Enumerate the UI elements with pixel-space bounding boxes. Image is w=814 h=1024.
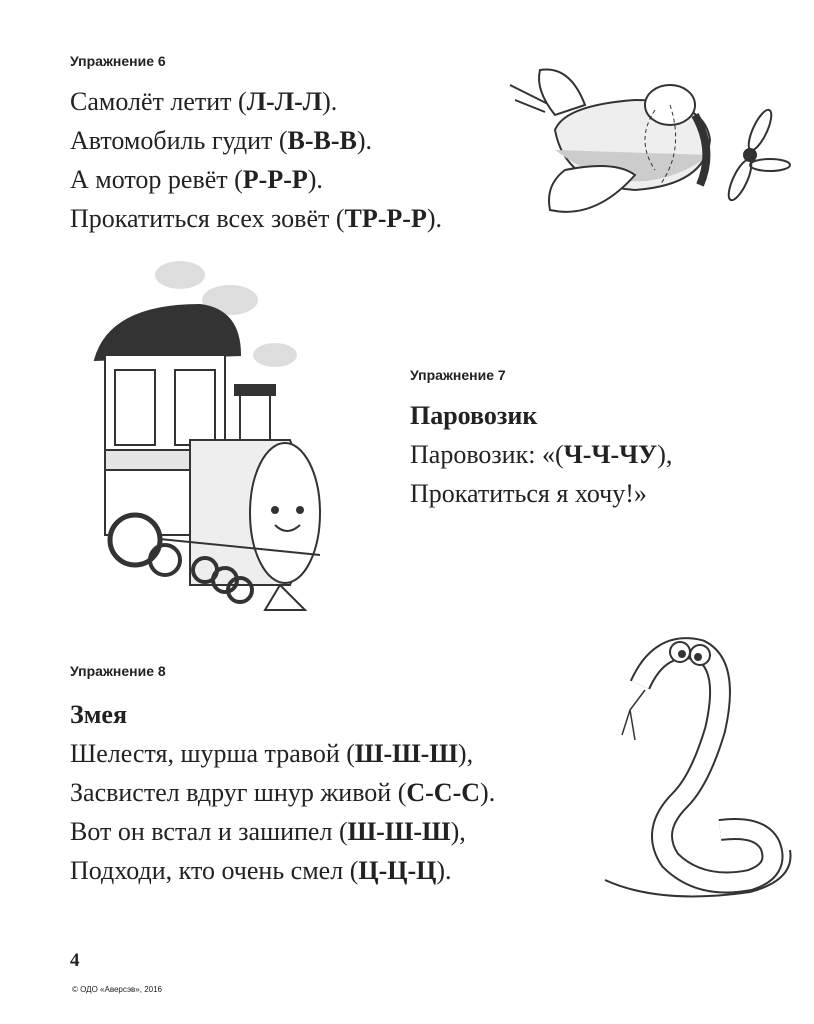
poem-line: Самолёт летит (Л-Л-Л). (70, 87, 338, 116)
exercise-6-poem (70, 82, 442, 238)
poem-line: Шелестя, шурша травой (Ш-Ш-Ш), (70, 739, 474, 768)
poem-line: А мотор ревёт (Р-Р-Р). (70, 165, 323, 194)
copyright: © ОДО «Аверсэв», 2016 (72, 985, 162, 994)
poem-line: Прокатиться всех зовёт (ТР-Р-Р). (70, 204, 442, 233)
poem-line: Засвистел вдруг шнур живой (С-С-С). (70, 778, 496, 807)
poem-line: Паровозик: «(Ч-Ч-ЧУ), (410, 440, 673, 469)
poem-title: Змея (70, 700, 128, 729)
exercise-7-label: Упражнение 7 (410, 367, 506, 383)
poem-line: Вот он встал и зашипел (Ш-Ш-Ш), (70, 817, 466, 846)
exercise-6-label: Упражнение 6 (70, 53, 166, 69)
train-illustration (90, 255, 350, 625)
poem-line: Автомобиль гудит (В-В-В). (70, 126, 373, 155)
poem-line: Подходи, кто очень смел (Ц-Ц-Ц). (70, 856, 452, 885)
page-number: 4 (70, 950, 80, 971)
exercise-8-label: Упражнение 8 (70, 663, 166, 679)
poem-line: Прокатиться я хочу!» (410, 479, 647, 508)
airplane-illustration (495, 60, 795, 230)
poem-title: Паровозик (410, 401, 538, 430)
exercise-8-poem (70, 695, 495, 890)
snake-illustration (600, 630, 800, 910)
exercise-7-poem (410, 396, 672, 513)
